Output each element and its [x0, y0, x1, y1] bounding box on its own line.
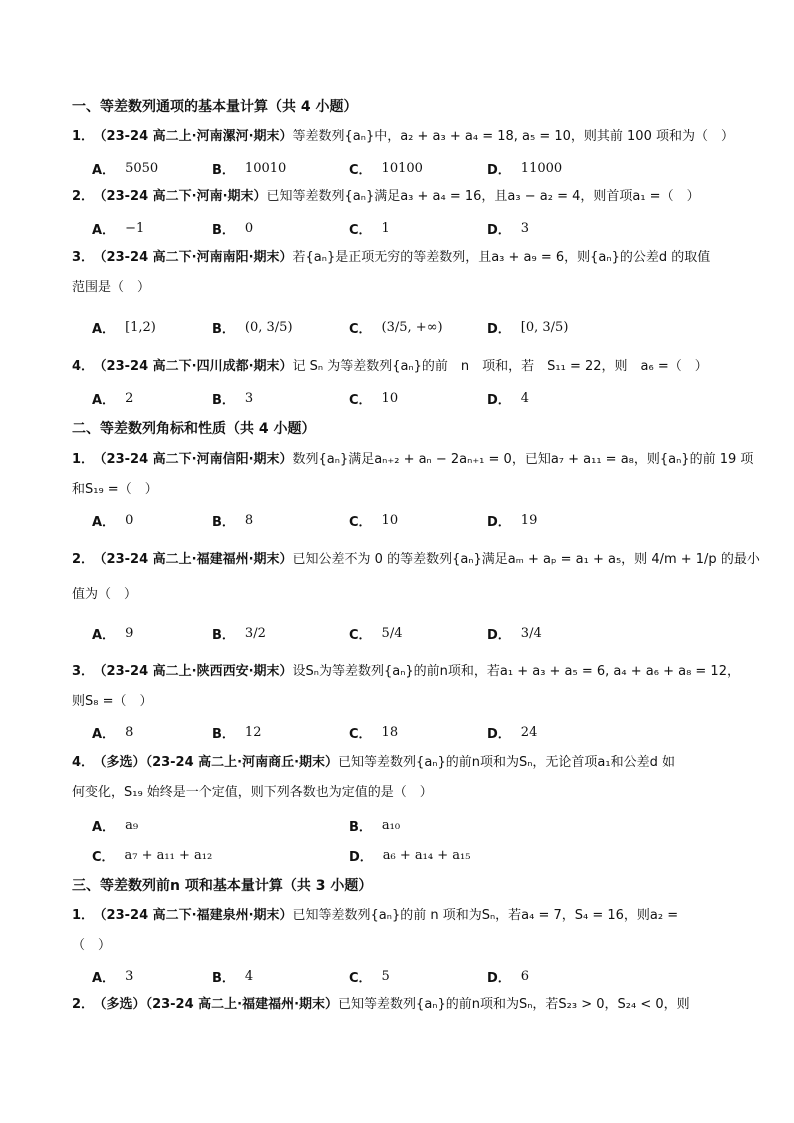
section-title: 三、等差数列前n 项和基本量计算（共 3 小题）: [72, 878, 373, 894]
question-1-3: 3． （23-24 高二下·河南南阳·期末）若{aₙ}是正项无穷的等差数列，且a₃ + a₉ = 6，则{aₙ}的公差d 的取值: [72, 250, 711, 265]
question-1-2: 2． （23-24 高二下·河南·期末）已知等差数列{aₙ}满足a₃ + a₄ = 16，且a₃ − a₂ = 4，则首项a₁ =（ ）: [72, 189, 700, 204]
options-1-4: [0, 383, 794, 413]
question-1-4: 4． （23-24 高二下·四川成都·期末）记 Sₙ 为等差数列{aₙ}的前 n 项和，若 S₁₁ = 22，则 a₆ =（ ）: [72, 359, 708, 374]
option-c[interactable]: C． 10: [349, 512, 399, 530]
option-a[interactable]: A． 8: [92, 724, 134, 742]
question-2-3: 3． （23-24 高二上·陕西西安·期末）设Sₙ为等差数列{aₙ}的前n项和，若a₁ + a₃ + a₅ = 6, a₄ + a₆ + a₈ = 12，: [72, 664, 740, 679]
option-b[interactable]: B． 12: [212, 724, 262, 742]
option-d[interactable]: D． 11000: [487, 160, 563, 178]
option-d[interactable]: D． 3: [487, 220, 530, 238]
option-b[interactable]: B． 10010: [212, 160, 287, 178]
options-2-4-row1: [0, 810, 794, 840]
option-a[interactable]: A． 0: [92, 512, 134, 530]
section-title: 一、等差数列通项的基本量计算（共 4 小题）: [72, 99, 358, 115]
question-2-3-cont: 则S₈ =（ ）: [72, 694, 153, 709]
options-2-3: [0, 717, 794, 747]
option-b[interactable]: B． 8: [212, 512, 254, 530]
option-a[interactable]: A． a₉: [92, 817, 139, 835]
option-a[interactable]: A． 2: [92, 390, 134, 408]
option-d[interactable]: D． 24: [487, 724, 538, 742]
option-c[interactable]: C． 5: [349, 968, 390, 986]
question-3-1: 1． （23-24 高二下·福建泉州·期末）已知等差数列{aₙ}的前 n 项和为Sₙ，若a₄ = 7，S₄ = 16，则a₂ =: [72, 908, 679, 923]
option-d[interactable]: D． a₆ + a₁₄ + a₁₅: [349, 847, 471, 865]
option-c[interactable]: C． 18: [349, 724, 399, 742]
option-b[interactable]: B． (0, 3/5): [212, 319, 293, 337]
options-1-3: [0, 312, 794, 342]
option-d[interactable]: D． 4: [487, 390, 530, 408]
options-2-1: [0, 505, 794, 535]
option-c[interactable]: C． 10100: [349, 160, 423, 178]
section-title: 二、等差数列角标和性质（共 4 小题）: [72, 421, 316, 437]
question-2-4-cont: 何变化，S₁₉ 始终是一个定值，则下列各数也为定值的是（ ）: [72, 785, 433, 800]
option-b[interactable]: B． a₁₀: [349, 817, 401, 835]
option-c[interactable]: C． (3/5, +∞): [349, 319, 443, 337]
question-2-1: 1． （23-24 高二下·河南信阳·期末）数列{aₙ}满足aₙ₊₂ + aₙ − 2aₙ₊₁ = 0，已知a₇ + a₁₁ = a₈，则{aₙ}的前 19 项: [72, 452, 754, 467]
option-b[interactable]: B． 3: [212, 390, 254, 408]
question-2-1-cont: 和S₁₉ =（ ）: [72, 482, 158, 497]
options-2-4-row2: [0, 840, 794, 870]
option-b[interactable]: B． 4: [212, 968, 254, 986]
option-d[interactable]: D． 3/4: [487, 625, 542, 643]
option-c[interactable]: C． 1: [349, 220, 390, 238]
option-a[interactable]: A． −1: [92, 220, 145, 238]
options-2-2: [0, 618, 794, 648]
option-a[interactable]: A． [1,2): [92, 319, 156, 337]
options-1-2: [0, 213, 794, 243]
option-c[interactable]: C． a₇ + a₁₁ + a₁₂: [92, 847, 213, 865]
question-2-4: 4． （多选）（23-24 高二上·河南商丘·期末）已知等差数列{aₙ}的前n项和为Sₙ，无论首项a₁和公差d 如: [72, 755, 675, 770]
option-b[interactable]: B． 3/2: [212, 625, 266, 643]
options-3-1: [0, 961, 794, 991]
option-a[interactable]: A． 3: [92, 968, 134, 986]
options-1-1: [0, 153, 794, 183]
option-d[interactable]: D． 6: [487, 968, 530, 986]
question-3-1-cont: （ ）: [72, 938, 112, 953]
question-2-2-cont: 值为（ ）: [72, 587, 138, 602]
option-d[interactable]: D． [0, 3/5): [487, 319, 569, 337]
question-1-3-cont: 范围是（ ）: [72, 280, 151, 295]
option-a[interactable]: A． 5050: [92, 160, 159, 178]
question-3-2: 2． （多选）（23-24 高二上·福建福州·期末）已知等差数列{aₙ}的前n项和为Sₙ，若S₂₃ > 0，S₂₄ < 0，则: [72, 997, 690, 1012]
question-1-1: 1． （23-24 高二上·河南漯河·期末）等差数列{aₙ}中，a₂ + a₃ + a₄ = 18, a₅ = 10，则其前 100 项和为（ ）: [72, 129, 734, 144]
question-2-2: 2． （23-24 高二上·福建福州·期末）已知公差不为 0 的等差数列{aₙ}满足aₘ + aₚ = a₁ + a₅，则 4/m + 1/p 的最小: [72, 552, 760, 567]
option-d[interactable]: D． 19: [487, 512, 538, 530]
option-c[interactable]: C． 5/4: [349, 625, 403, 643]
option-a[interactable]: A． 9: [92, 625, 134, 643]
option-c[interactable]: C． 10: [349, 390, 399, 408]
option-b[interactable]: B． 0: [212, 220, 254, 238]
